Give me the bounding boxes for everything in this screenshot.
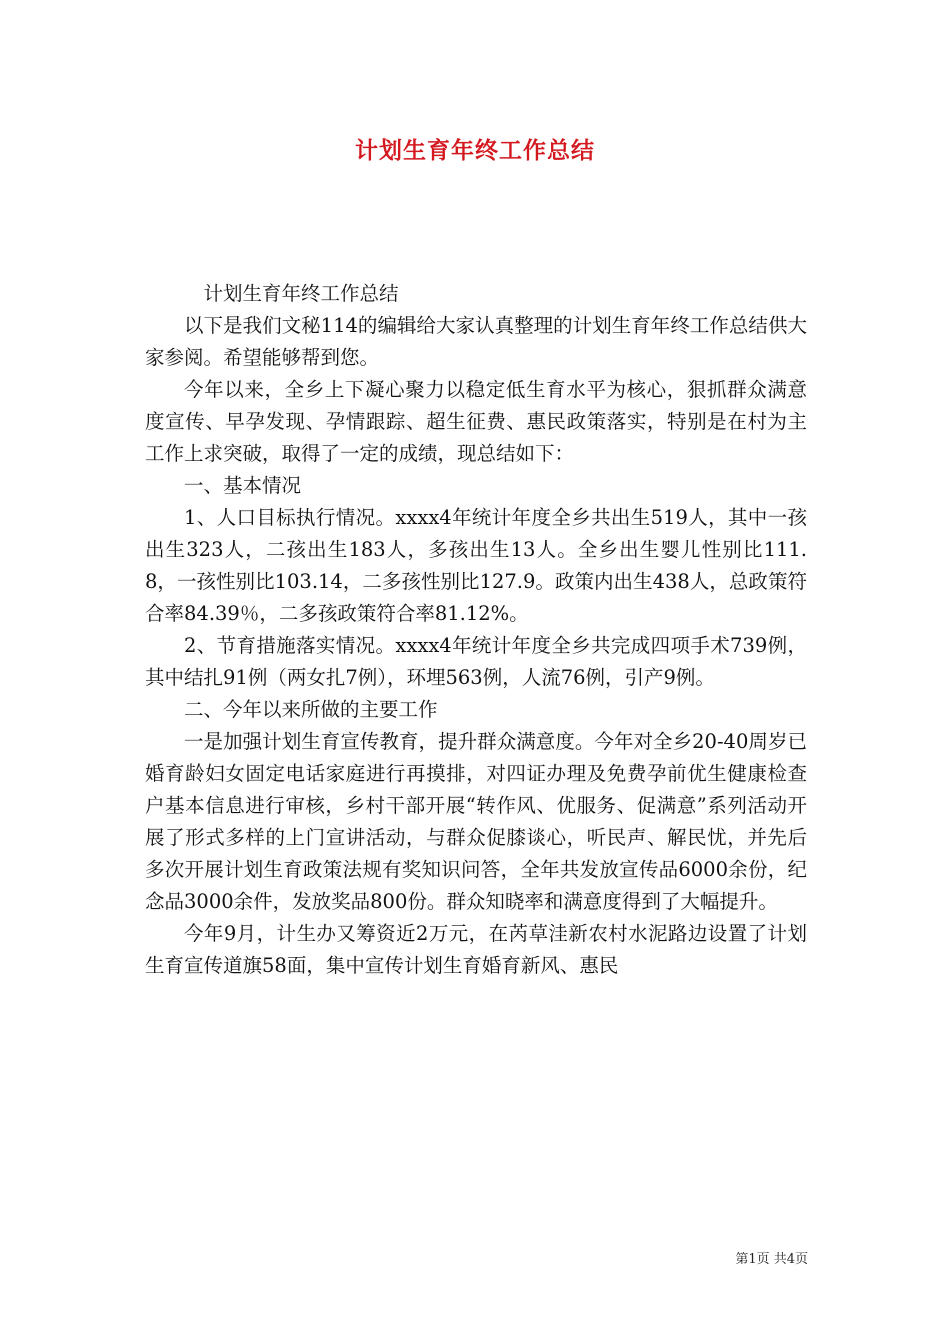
- document-body: [145, 278, 807, 982]
- paragraph-population: 1、人口目标执行情况。xxxx4年统计年度全乡共出生519人，其中一孩出生323人，二孩出生183人，多孩出生13人。全乡出生婴儿性别比111.8，一孩性别比103.14，二多孩性别比127.9。政策内出生438人，总政策符合率84.39％，二多孩政策符合率81.12%。: [145, 506, 807, 625]
- section-heading-basic: 一、基本情况: [184, 474, 302, 497]
- paragraph-september: 今年9月，计生办又筹资近2万元，在芮草洼新农村水泥路边设置了计划生育宣传道旗58面，集中宣传计划生育婚育新风、惠民: [145, 922, 807, 977]
- paragraph-publicity: 一是加强计划生育宣传教育，提升群众满意度。今年对全乡20-40周岁已婚育龄妇女固定电话家庭进行再摸排，对四证办理及免费孕前优生健康检查户基本信息进行审核，乡村干部开展“转作风、优服务、促满意”系列活动开展了形式多样的上门宣讲活动，与群众促膝谈心，听民声、解民忧，并先后多次开展计划生育政策法规有奖知识问答，全年共发放宣传品6000余份，纪念品3000余件，发放奖品800份。群众知晓率和满意度得到了大幅提升。: [145, 730, 807, 913]
- section-heading-work: 二、今年以来所做的主要工作: [184, 698, 438, 721]
- paragraph-subtitle: 计划生育年终工作总结: [203, 282, 399, 305]
- page-number-footer: 第1页 共4页: [735, 1252, 808, 1267]
- paragraph-overview: 今年以来，全乡上下凝心聚力以稳定低生育水平为核心，狠抓群众满意度宣传、早孕发现、孕情跟踪、超生征费、惠民政策落实，特别是在村为主工作上求突破，取得了一定的成绩，现总结如下：: [145, 378, 807, 465]
- paragraph-intro: 以下是我们文秘114的编辑给大家认真整理的计划生育年终工作总结供大家参阅。希望能够帮到您。: [145, 314, 807, 369]
- document-title: 计划生育年终工作总结: [355, 137, 595, 164]
- paragraph-contraception: 2、节育措施落实情况。xxxx4年统计年度全乡共完成四项手术739例，其中结扎91例（两女扎7例），环埋563例，人流76例，引产9例。: [145, 634, 807, 689]
